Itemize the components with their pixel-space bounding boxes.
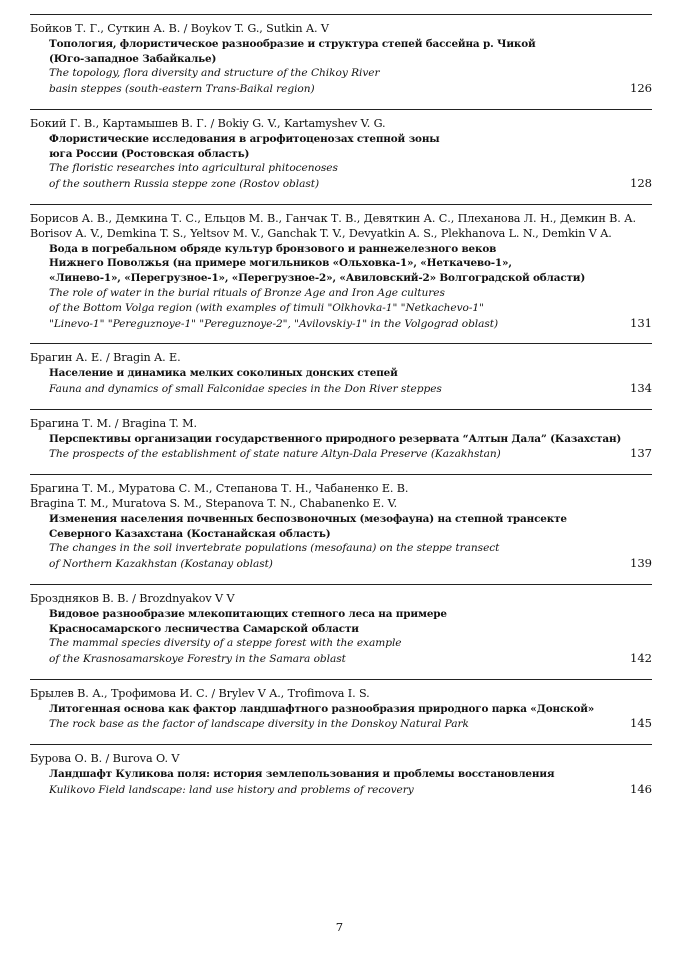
entry-body — [30, 132, 652, 192]
toc-entry — [30, 679, 652, 744]
entry-title-en: The prospects of the establishment of state nature Altyn-Dala Preserve (Kazakhstan) — [49, 448, 501, 461]
table-of-contents — [30, 14, 652, 810]
entry-title-ru: Вода в погребальном обряде культур бронзового и раннежелезного веков — [49, 242, 497, 255]
entry-last-line — [49, 716, 652, 732]
entry-title-ru: Красносамарского лесничества Самарской области — [49, 622, 359, 635]
entry-title-ru: юга России (Ростовская область) — [49, 147, 250, 160]
entry-title-en: The floristic researches into agricultural phitocenoses — [49, 162, 338, 175]
entry-last-line — [49, 316, 652, 332]
entry-body — [30, 512, 652, 572]
toc-entry — [30, 584, 652, 679]
entry-last-line — [49, 81, 652, 97]
entry-title-en: of the Bottom Volga region (with examples of timuli "Olkhovka-1" "Netkachevo-1" — [49, 301, 484, 314]
toc-entry — [30, 204, 652, 343]
entry-authors: Borisov A. V., Demkina T. S., Yeltsov M. V., Ganchak T. V., Devyatkin A. S., Plekhanova L. N., Demkin V A. — [30, 226, 612, 240]
entry-body — [30, 242, 652, 332]
entry-title-en: of the Krasnosamarskoye Forestry in the Samara oblast — [49, 653, 346, 666]
entry-body — [30, 767, 652, 798]
entry-authors: Брагин А. Е. / Bragin A. E. — [30, 351, 181, 365]
entry-title-en: Kulikovo Field landscape: land use history and problems of recovery — [49, 783, 414, 796]
entry-authors: Брозднякoв В. В. / Brozdnyakov V V — [30, 591, 235, 605]
entry-body — [30, 37, 652, 97]
entry-last-line — [49, 556, 652, 572]
entry-title-en: of Northern Kazakhstan (Kostanay oblast) — [49, 558, 273, 571]
entry-title-en: The mammal species diversity of a steppe forest with the example — [49, 637, 402, 650]
entry-authors: Бурова О. В. / Burova O. V — [30, 752, 180, 766]
entry-title-ru: Изменения населения почвенных беспозвоночных (мезофауна) на степной трансекте — [49, 512, 567, 525]
entry-body — [30, 607, 652, 667]
page-number: 7 — [335, 920, 344, 934]
entry-title-en: The role of water in the burial rituals of Bronze Age and Iron Age cultures — [49, 286, 445, 299]
entry-title-ru: Ландшафт Куликова поля: история землепользования и проблемы восстановления — [49, 768, 555, 781]
toc-entry — [30, 14, 652, 109]
toc-entry — [30, 474, 652, 584]
toc-entry — [30, 109, 652, 204]
entry-page-number: 131 — [630, 315, 652, 330]
entry-page-number: 139 — [630, 556, 652, 571]
entry-page-number: 142 — [630, 651, 652, 666]
entry-page-number: 145 — [630, 716, 652, 731]
entry-authors: Брагина Т. М. / Bragina T. M. — [30, 416, 197, 430]
entry-body — [30, 432, 652, 463]
toc-entry — [30, 744, 652, 809]
toc-entry — [30, 409, 652, 474]
entry-last-line — [49, 381, 652, 397]
entry-last-line — [49, 651, 652, 667]
entry-title-en: The topology, flora diversity and structure of the Chikoy River — [49, 67, 380, 80]
entry-title-en: Fauna and dynamics of small Falconidae species in the Don River steppes — [49, 382, 442, 395]
entry-title-ru: Нижнего Поволжья (на примере могильников «Ольховка-1», «Неткачево-1», — [49, 257, 512, 270]
entry-title-en: The changes in the soil invertebrate populations (mesofauna) on the steppe transect — [49, 542, 500, 555]
entry-body — [30, 366, 652, 397]
entry-title-ru: «Линево-1», «Перегрузное-1», «Перегрузное-2», «Авиловский-2» Волгоградской области) — [49, 272, 586, 285]
entry-authors: Bragina T. M., Muratova S. M., Stepanova T. N., Chabanenko E. V. — [30, 496, 398, 510]
toc-entry — [30, 343, 652, 408]
entry-title-en: basin steppes (south-eastern Trans-Baikal region) — [49, 83, 315, 96]
entry-title-ru: Перспективы организации государственного природного резервата “Алтын Дала” (Казахстан) — [49, 432, 622, 445]
entry-title-ru: Видовое разнообразие млекопитающих степного леса на примере — [49, 607, 447, 620]
entry-last-line — [49, 176, 652, 192]
entry-title-en: "Linevo-1" "Pereguznoye-1" "Pereguznoye-2", "Avilovskiy-1" in the Volgograd oblast) — [49, 317, 499, 330]
entry-authors: Брагина Т. М., Муратова С. М., Степанова Т. Н., Чабаненко Е. В. — [30, 482, 409, 496]
entry-body — [30, 702, 652, 733]
entry-title-ru: Население и динамика мелких соколиных донских степей — [49, 367, 398, 380]
entry-authors: Бокий Г. В., Картамышев В. Г. / Bokiy G. V., Kartamyshev V. G. — [30, 116, 386, 130]
entry-title-ru: Северного Казахстана (Костанайская область) — [49, 527, 331, 540]
entry-title-ru: Флористические исследования в агрофитоценозах степной зоны — [49, 132, 440, 145]
entry-page-number: 134 — [630, 380, 652, 395]
entry-page-number: 128 — [630, 176, 652, 191]
entry-title-en: of the southern Russia steppe zone (Rostov oblast) — [49, 178, 320, 191]
entry-page-number: 137 — [630, 446, 652, 461]
entry-title-ru: Топология, флористическое разнообразие и структура степей бассейна р. Чикой — [49, 37, 536, 50]
entry-title-ru: Литогенная основа как фактор ландшафтного разнообразия природного парка «Донской» — [49, 702, 595, 715]
entry-title-en: The rock base as the factor of landscape diversity in the Donskoy Natural Park — [49, 718, 469, 731]
entry-authors: Брылев В. А., Трофимова И. С. / Brylev V A., Trofimova I. S. — [30, 686, 370, 700]
entry-page-number: 146 — [630, 781, 652, 796]
entry-authors: Борисов А. В., Демкина Т. С., Ельцов М. В., Ганчак Т. В., Девяткин А. С., Плеханова Л. Н., Демкин В. А. — [30, 211, 637, 225]
entry-page-number: 126 — [630, 81, 652, 96]
entry-last-line — [49, 446, 652, 462]
entry-title-ru: (Юго-западное Забайкалье) — [49, 52, 217, 65]
entry-authors: Бойков Т. Г., Суткин А. В. / Boykov T. G., Sutkin A. V — [30, 22, 329, 35]
entry-last-line — [49, 782, 652, 798]
